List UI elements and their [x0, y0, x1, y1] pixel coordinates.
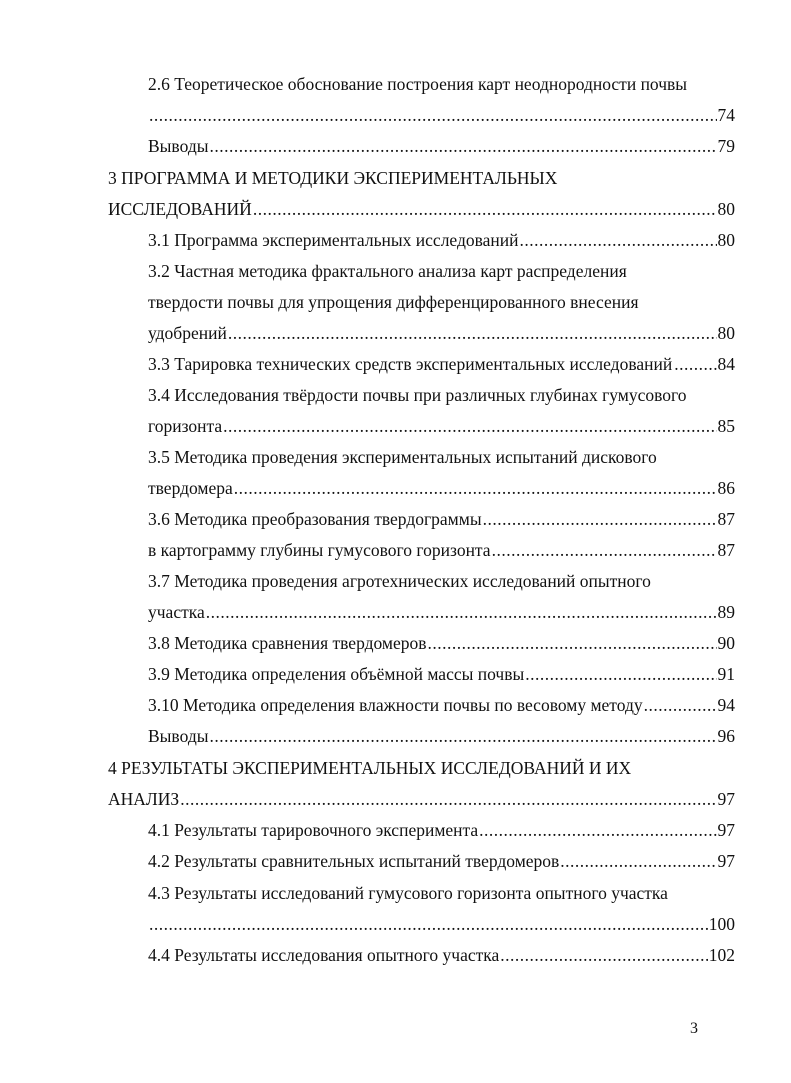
toc-entry-3-7-line1: [148, 569, 735, 593]
dot-leader: [149, 103, 717, 127]
dot-leader: [500, 943, 707, 967]
toc-entry-3-7-page: 89: [717, 602, 735, 622]
toc-entry-2-6-line1: [148, 72, 735, 96]
toc-entry-3-4-line2: [148, 414, 735, 438]
toc-entry-4-1-page: 97: [717, 820, 735, 840]
toc-entry-3-5-line1: [148, 445, 735, 469]
toc-entry-3-2-title-end: удобрений: [148, 323, 227, 343]
toc-entry-4-4-title: 4.4 Результаты исследования опытного участка: [148, 945, 500, 965]
dot-leader: [492, 538, 717, 562]
dot-leader: [228, 321, 717, 345]
dot-leader: [180, 787, 716, 811]
dot-leader: [428, 631, 717, 655]
toc-entry-3-8-title: 3.8 Методика сравнения твердомеров: [148, 633, 427, 653]
toc-entry-3-1: [148, 228, 735, 252]
dot-leader: [149, 912, 708, 936]
dot-leader: [525, 662, 716, 686]
toc-chapter-3-line2: [108, 197, 735, 221]
toc-entry-3-10-title: 3.10 Методика определения влажности почвы по весовому методу: [148, 695, 643, 715]
toc-entry-3-6-title: 3.6 Методика преобразования твердограммы: [148, 509, 482, 529]
toc-entry-3-2-line2: [148, 290, 735, 314]
toc-entry-3-4-title-cont: горизонта: [148, 416, 223, 436]
dot-leader: [479, 818, 716, 842]
toc-entry-4-4: [148, 943, 735, 967]
toc-entry-3-1-page: 80: [717, 230, 735, 250]
toc-entry-3-7-line2: [148, 600, 735, 624]
toc-entry-3-2-page: 80: [717, 323, 735, 343]
page-number: 3: [690, 1020, 698, 1037]
toc-entry-4-1-title: 4.1 Результаты тарировочного эксперимента: [148, 820, 479, 840]
toc-entry-3-2-line1: [148, 259, 735, 283]
toc-chapter-4-line2: [108, 787, 735, 811]
toc-entry-3-5-line2: [148, 476, 735, 500]
toc-entry-2-conclusions-page: 79: [717, 136, 735, 156]
dot-leader: [234, 476, 717, 500]
toc-entry-3-9-title: 3.9 Методика определения объёмной массы почвы: [148, 664, 525, 684]
toc-chapter-4-line1: [108, 756, 735, 780]
toc-entry-3-conclusions: [148, 724, 735, 748]
toc-entry-3-conclusions-page: 96: [717, 726, 735, 746]
toc-entry-3-6b-page: 87: [717, 540, 735, 560]
toc-entry-3-2-line3: [148, 321, 735, 345]
dot-leader: [483, 507, 717, 531]
toc-entry-3-4-line1: [148, 383, 735, 407]
dot-leader: [253, 197, 717, 221]
toc-entry-2-conclusions-title: Выводы: [148, 136, 209, 156]
toc-entry-3-2-title-cont: твердости почвы для упрощения дифференцированного внесения: [148, 292, 639, 312]
toc-chapter-3-title: 3 ПРОГРАММА И МЕТОДИКИ ЭКСПЕРИМЕНТАЛЬНЫХ: [108, 168, 558, 188]
toc-entry-4-1: [148, 818, 735, 842]
toc-entry-3-6b-title: в картограмму глубины гумусового горизонта: [148, 540, 491, 560]
toc-entry-3-1-title: 3.1 Программа экспериментальных исследований: [148, 230, 519, 250]
toc-entry-3-6: [148, 507, 735, 531]
toc-chapter-3-title-cont: ИССЛЕДОВАНИЙ: [108, 199, 252, 219]
dot-leader: [560, 849, 716, 873]
toc-chapter-3-line1: [108, 166, 735, 190]
toc-entry-3-5-page: 86: [717, 478, 735, 498]
toc-chapter-4-title: 4 РЕЗУЛЬТАТЫ ЭКСПЕРИМЕНТАЛЬНЫХ ИССЛЕДОВАНИЙ И ИХ: [108, 758, 632, 778]
toc-entry-2-conclusions: [148, 134, 735, 158]
toc-entry-3-9: [148, 662, 735, 686]
toc-chapter-4-page: 97: [717, 789, 735, 809]
toc-entry-3-conclusions-title: Выводы: [148, 726, 209, 746]
toc-entry-3-3-title: 3.3 Тарировка технических средств экспериментальных исследований: [148, 354, 673, 374]
toc-entry-4-2: [148, 849, 735, 873]
dot-leader: [223, 414, 716, 438]
toc-entry-3-7-title: 3.7 Методика проведения агротехнических исследований опытного: [148, 571, 651, 591]
toc-entry-3-4-page: 85: [717, 416, 735, 436]
toc-entry-3-3: [148, 352, 735, 376]
dot-leader: [644, 693, 717, 717]
toc-entry-4-3-line1: [148, 881, 735, 905]
dot-leader: [209, 724, 716, 748]
toc-entry-3-4-title: 3.4 Исследования твёрдости почвы при различных глубинах гумусового: [148, 385, 687, 405]
dot-leader: [674, 352, 716, 376]
toc-entry-4-3-line2: [148, 912, 735, 936]
toc-entry-3-3-page: 84: [717, 354, 735, 374]
toc-entry-3-8-page: 90: [717, 633, 735, 653]
toc-chapter-4-title-cont: АНАЛИЗ: [108, 789, 180, 809]
toc-entry-3-10-page: 94: [717, 695, 735, 715]
toc-entry-3-9-page: 91: [717, 664, 735, 684]
toc-entry-3-5-title: 3.5 Методика проведения экспериментальных испытаний дискового: [148, 447, 657, 467]
toc-entry-3-7-title-cont: участка: [148, 602, 205, 622]
dot-leader: [206, 600, 717, 624]
toc-entry-3-10: [148, 693, 735, 717]
toc-entry-3-6b: [148, 538, 735, 562]
toc-chapter-3-page: 80: [717, 199, 735, 219]
toc-entry-4-2-title: 4.2 Результаты сравнительных испытаний твердомеров: [148, 851, 560, 871]
toc-entry-4-3-page: 100: [708, 914, 735, 934]
dot-leader: [209, 134, 716, 158]
toc-entry-3-5-title-cont: твердомера: [148, 478, 233, 498]
toc-entry-3-6-page: 87: [717, 509, 735, 529]
toc-entry-3-8: [148, 631, 735, 655]
dot-leader: [520, 228, 717, 252]
toc-entry-4-4-page: 102: [708, 945, 735, 965]
toc-entry-3-2-title: 3.2 Частная методика фрактального анализа карт распределения: [148, 261, 627, 281]
toc-entry-2-6-title: 2.6 Теоретическое обоснование построения карт неоднородности почвы: [148, 74, 688, 94]
toc-entry-4-3-title: 4.3 Результаты исследований гумусового горизонта опытного участка: [148, 883, 668, 903]
toc-entry-4-2-page: 97: [717, 851, 735, 871]
toc-entry-2-6-line2: [148, 103, 735, 127]
toc-entry-2-6-page: 74: [717, 105, 735, 125]
